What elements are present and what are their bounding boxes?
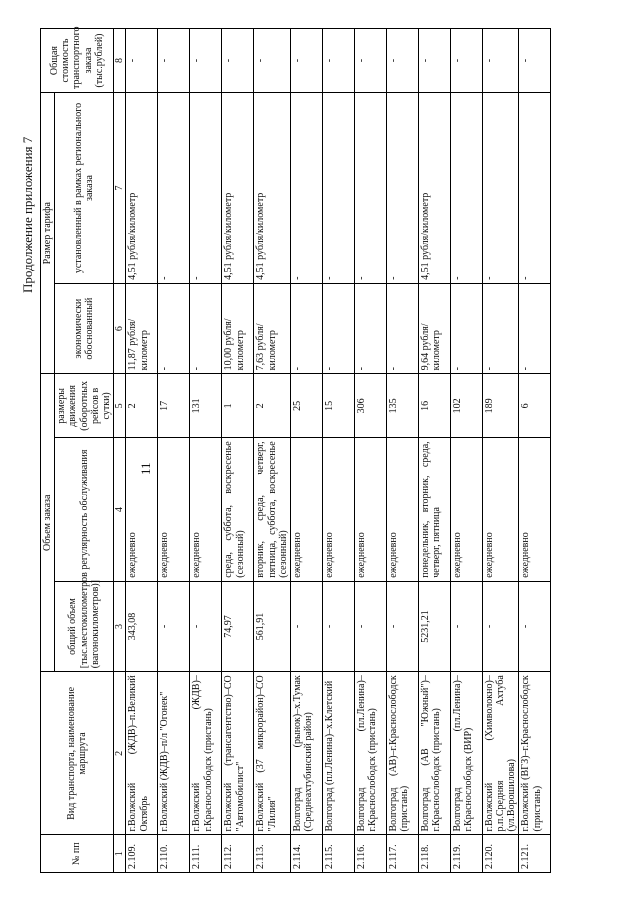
route-name: Волгоград (пл.Ленина)–г.Краснослободск (ВИР): [450, 672, 482, 835]
total-cost: -: [290, 29, 322, 93]
total-cost: -: [158, 29, 190, 93]
regional-tariff: -: [482, 93, 519, 284]
header-total-cost: Общая стоимость транспортного заказа (тыс.рублей): [41, 29, 114, 93]
route-name: Волгоград (АВ "Южный")–г.Краснослободск (пристань): [418, 672, 450, 835]
col-number: 6: [114, 283, 126, 373]
regularity: ежедневно: [190, 438, 222, 581]
route-name: г.Волжский (трансагентство)–СО "Автомобилист": [222, 672, 254, 835]
econ-tariff: 7,63 рубля/километр: [254, 283, 291, 373]
regularity: ежедневно: [354, 438, 386, 581]
row-number: 2.110.: [158, 835, 190, 873]
table-row: [190, 29, 222, 873]
trip-count: 16: [418, 374, 450, 438]
regularity: понедельник, вторник, среда, четверг, пятница: [418, 438, 450, 581]
route-table: [40, 28, 551, 873]
table-row: [386, 29, 418, 873]
econ-tariff: -: [450, 283, 482, 373]
route-name: г.Волжский (Химволокно)–р.п.Средняя Ахтуба (ул.Ворошилова): [482, 672, 519, 835]
table-row: [126, 29, 158, 873]
trip-count: 6: [519, 374, 551, 438]
row-number: 2.109.: [126, 835, 158, 873]
route-name: г.Волжский (ЖДВ)–г.Краснослободск (пристань): [190, 672, 222, 835]
regularity: ежедневно: [126, 438, 158, 581]
route-name: г.Волжский (ЖДВ)–п.Великий Октябрь: [126, 672, 158, 835]
table-row: [519, 29, 551, 873]
row-number: 2.116.: [354, 835, 386, 873]
route-name: Волгоград (пл.Ленина)–г.Краснослободск (пристань): [354, 672, 386, 835]
total-volume: 343,08: [126, 581, 158, 671]
route-name: Волгоград (рынок)–х.Тумак (Среднеахтубинский район): [290, 672, 322, 835]
regional-tariff: 4,51 рубля/километр: [418, 93, 450, 284]
econ-tariff: -: [190, 283, 222, 373]
col-number: 8: [114, 29, 126, 93]
total-volume: -: [158, 581, 190, 671]
regularity: среда, суббота, воскресенье (сезонный): [222, 438, 254, 581]
trip-count: 306: [354, 374, 386, 438]
row-number: 2.114.: [290, 835, 322, 873]
route-name: Волгоград (пл.Ленина)–х.Клетский: [322, 672, 354, 835]
total-cost: -: [222, 29, 254, 93]
row-number: 2.118.: [418, 835, 450, 873]
col-number: 1: [114, 835, 126, 873]
total-cost: -: [418, 29, 450, 93]
table-row: [354, 29, 386, 873]
header-no: № пп: [41, 835, 114, 873]
total-volume: 5231,21: [418, 581, 450, 671]
table-row: [482, 29, 519, 873]
regional-tariff: 4,51 рубля/километр: [222, 93, 254, 284]
header-tariff-group: Размер тарифа: [41, 93, 55, 374]
regularity: вторник, среда, четверг, пятница, суббота, воскресенье (сезонный): [254, 438, 291, 581]
total-cost: -: [254, 29, 291, 93]
trip-count: 1: [222, 374, 254, 438]
table-row: [158, 29, 190, 873]
row-number: 2.120.: [482, 835, 519, 873]
regularity: ежедневно: [386, 438, 418, 581]
total-cost: -: [450, 29, 482, 93]
page-number: 11: [138, 462, 153, 475]
col-number: 7: [114, 93, 126, 284]
table-row: [222, 29, 254, 873]
total-cost: -: [322, 29, 354, 93]
econ-tariff: -: [519, 283, 551, 373]
table-row: [254, 29, 291, 873]
header-econ-tariff: экономически обоснованный: [55, 283, 114, 373]
regional-tariff: -: [450, 93, 482, 284]
regional-tariff: -: [158, 93, 190, 284]
total-volume: -: [482, 581, 519, 671]
trip-count: 102: [450, 374, 482, 438]
total-volume: -: [450, 581, 482, 671]
total-cost: -: [482, 29, 519, 93]
total-cost: -: [354, 29, 386, 93]
trip-count: 25: [290, 374, 322, 438]
regularity: ежедневно: [158, 438, 190, 581]
row-number: 2.115.: [322, 835, 354, 873]
regional-tariff: -: [290, 93, 322, 284]
row-number: 2.121.: [519, 835, 551, 873]
regularity: ежедневно: [519, 438, 551, 581]
table-row: [322, 29, 354, 873]
regional-tariff: -: [519, 93, 551, 284]
total-cost: -: [190, 29, 222, 93]
regional-tariff: -: [354, 93, 386, 284]
total-volume: 561,91: [254, 581, 291, 671]
header-regularity: регулярность обслуживания: [55, 438, 114, 581]
total-volume: -: [519, 581, 551, 671]
econ-tariff: -: [158, 283, 190, 373]
total-cost: -: [386, 29, 418, 93]
regularity: ежедневно: [482, 438, 519, 581]
econ-tariff: -: [322, 283, 354, 373]
regional-tariff: -: [322, 93, 354, 284]
total-volume: -: [322, 581, 354, 671]
regularity: ежедневно: [290, 438, 322, 581]
econ-tariff: 10,00 рубля/километр: [222, 283, 254, 373]
col-number: 5: [114, 374, 126, 438]
econ-tariff: -: [482, 283, 519, 373]
route-name: Волгоград (АВ)–г.Краснослободск (пристань): [386, 672, 418, 835]
regional-tariff: 4,51 рубля/километр: [126, 93, 158, 284]
econ-tariff: -: [354, 283, 386, 373]
row-number: 2.113.: [254, 835, 291, 873]
table-row: [418, 29, 450, 873]
route-name: г.Волжский (ЖДВ)–п/л "Огонек": [158, 672, 190, 835]
table-row: [290, 29, 322, 873]
trip-count: 17: [158, 374, 190, 438]
trip-count: 2: [126, 374, 158, 438]
regularity: ежедневно: [450, 438, 482, 581]
col-number: 4: [114, 438, 126, 581]
row-number: 2.111.: [190, 835, 222, 873]
total-volume: 74,97: [222, 581, 254, 671]
econ-tariff: -: [290, 283, 322, 373]
header-size: размеры движения (оборотных рейсов в сутки): [55, 374, 114, 438]
col-number: 2: [114, 672, 126, 835]
header-route: Вид транспорта, наименование маршрута: [41, 672, 114, 835]
trip-count: 135: [386, 374, 418, 438]
trip-count: 15: [322, 374, 354, 438]
col-number: 3: [114, 581, 126, 671]
econ-tariff: -: [386, 283, 418, 373]
row-number: 2.112.: [222, 835, 254, 873]
row-number: 2.117.: [386, 835, 418, 873]
total-volume: -: [354, 581, 386, 671]
header-volume-group: Объем заказа: [41, 374, 55, 672]
trip-count: 131: [190, 374, 222, 438]
total-cost: -: [126, 29, 158, 93]
table-body: [126, 29, 551, 873]
trip-count: 2: [254, 374, 291, 438]
regularity: ежедневно: [322, 438, 354, 581]
total-volume: -: [190, 581, 222, 671]
table-row: [450, 29, 482, 873]
header-regional-tariff: установленный в рамках регионального заказа: [55, 93, 114, 284]
econ-tariff: 9,64 рубля/километр: [418, 283, 450, 373]
total-volume: -: [386, 581, 418, 671]
trip-count: 189: [482, 374, 519, 438]
row-number: 2.119.: [450, 835, 482, 873]
econ-tariff: 11,87 рубля/километр: [126, 283, 158, 373]
regional-tariff: 4,51 рубля/километр: [254, 93, 291, 284]
route-name: г.Волжский (37 микрорайон)–СО "Лилия": [254, 672, 291, 835]
total-cost: -: [519, 29, 551, 93]
header-total-volume: общий объем [тыс.местокилометров (вагонокилометров)]: [55, 581, 114, 671]
regional-tariff: -: [386, 93, 418, 284]
route-name: г.Волжский (ВГЗ)–г.Краснослободск (пристань): [519, 672, 551, 835]
total-volume: -: [290, 581, 322, 671]
continuation-label: Продолжение приложения 7: [20, 136, 35, 293]
regional-tariff: -: [190, 93, 222, 284]
